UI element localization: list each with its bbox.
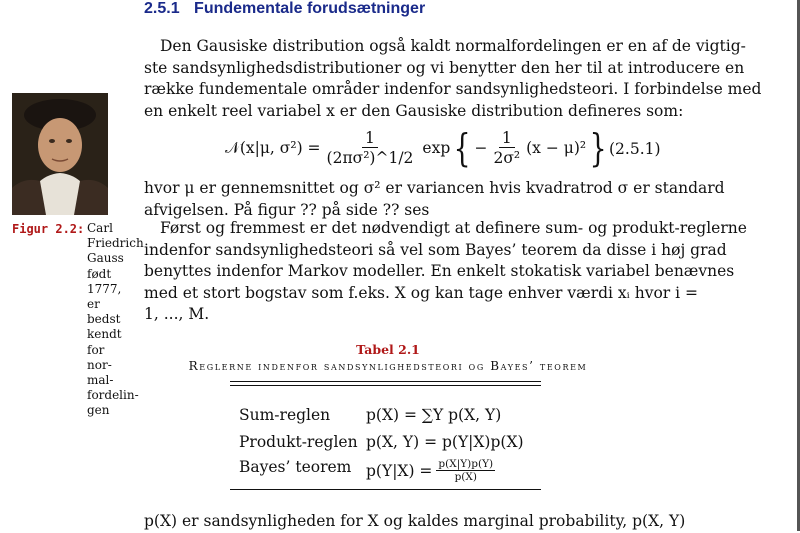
text-line: en enkelt reel variabel x er den Gausiske distribution defineres som:: [144, 101, 684, 120]
text-line: p(X) er sandsynligheden for X og kaldes marginal probability, p(X, Y): [144, 512, 686, 530]
rule-name: Produkt-reglen: [239, 433, 358, 451]
table-top-rule: [230, 385, 541, 386]
caption-line: for: [87, 342, 105, 357]
bayes-fraction: [436, 458, 495, 483]
text-line: række fundementale områder indenfor sandsynlighedsteori. I forbindelse med: [144, 80, 762, 98]
caption-line: Gauss: [87, 251, 124, 266]
text-line: afvigelsen. På figur ?? på side ?? ses: [144, 200, 430, 219]
text-line: benyttes indenfor Markov modeller. En enkelt stokatisk variabel benævnes: [144, 262, 735, 280]
caption-line: gen: [87, 403, 110, 418]
equation-exp: exp: [422, 139, 451, 157]
text-line: ste sandsynlighedsdistributioner og vi benytter den her til at introducere en: [144, 58, 745, 77]
text-line: Den Gausiske distribution også kaldt normalfordelingen er en af de vigtig-: [160, 37, 746, 55]
caption-line: kendt: [87, 327, 122, 342]
table-title: Reglerne indenfor sandsynlighedsteori og Bayes’ teorem: [188, 359, 588, 373]
equation-lhs: 𝒩(x|μ, σ²) =: [225, 138, 321, 157]
section-title: Fundementale forudsætninger: [194, 0, 426, 17]
caption-line: er: [87, 297, 100, 312]
caption-line: fordelin-: [87, 388, 139, 403]
figure-label: Figur 2.2:: [12, 222, 85, 236]
text-line: hvor μ er gennemsnittet og σ² er variancen hvis kvadratrod σ er standard: [144, 179, 725, 197]
caption-line: 1777,: [87, 281, 122, 296]
table-top-rule: [230, 381, 541, 382]
gauss-portrait-image: [12, 93, 108, 215]
left-brace: {: [453, 126, 471, 170]
fraction-numerator: 1: [499, 129, 515, 148]
equation-number: (2.5.1): [609, 140, 661, 158]
rule-formula: [366, 458, 495, 483]
caption-line: født: [87, 266, 112, 281]
gaussian-equation: [225, 125, 610, 171]
paragraph-marginal: [144, 511, 686, 533]
table-bottom-rule: [230, 489, 541, 490]
table-label: Tabel 2.1: [356, 342, 420, 357]
equation-fraction: [324, 129, 417, 168]
section-number: 2.5.1: [144, 0, 180, 17]
bayes-lhs: p(Y|X) =: [366, 461, 433, 480]
fraction-numerator: 1: [362, 129, 378, 148]
figure-caption: [87, 221, 147, 419]
paragraph-gaussian-explanation: [144, 178, 725, 221]
equation-fraction: [490, 129, 523, 168]
equation-tail: (x − μ)²: [526, 139, 587, 157]
section-heading: [144, 0, 425, 18]
rule-name: Bayes’ teorem: [239, 458, 352, 476]
equation-minus: −: [474, 139, 488, 157]
caption-line: mal-: [87, 373, 114, 388]
rule-name: Sum-reglen: [239, 406, 331, 424]
paragraph-intro: [144, 36, 762, 122]
text-line: 1, ..., M.: [144, 305, 210, 323]
text-line: indenfor sandsynlighedsteori så vel som Bayes’ teorem da disse i høj grad: [144, 240, 727, 259]
fraction-numerator: p(X|Y)p(Y): [438, 458, 494, 470]
text-line: med et stort bogstav som f.eks. X og kan tage enhver værdi xᵢ hvor i =: [144, 283, 698, 302]
caption-line: nor-: [87, 357, 112, 372]
fraction-denominator: p(X): [454, 471, 477, 483]
caption-line: Carl: [87, 221, 113, 235]
fraction-denominator: 2σ²: [493, 148, 521, 167]
caption-line: bedst: [87, 312, 121, 327]
caption-line: Friedrich: [87, 236, 144, 251]
text-line: Først og fremmest er det nødvendigt at definere sum- og produkt-reglerne: [160, 219, 747, 237]
rule-formula: p(X) = ∑Y p(X, Y): [366, 406, 502, 424]
paragraph-rules: [144, 218, 747, 326]
fraction-denominator: (2πσ²)^1/2: [326, 148, 414, 167]
right-brace: }: [589, 126, 607, 170]
rule-formula: p(X, Y) = p(Y|X)p(X): [366, 433, 524, 451]
